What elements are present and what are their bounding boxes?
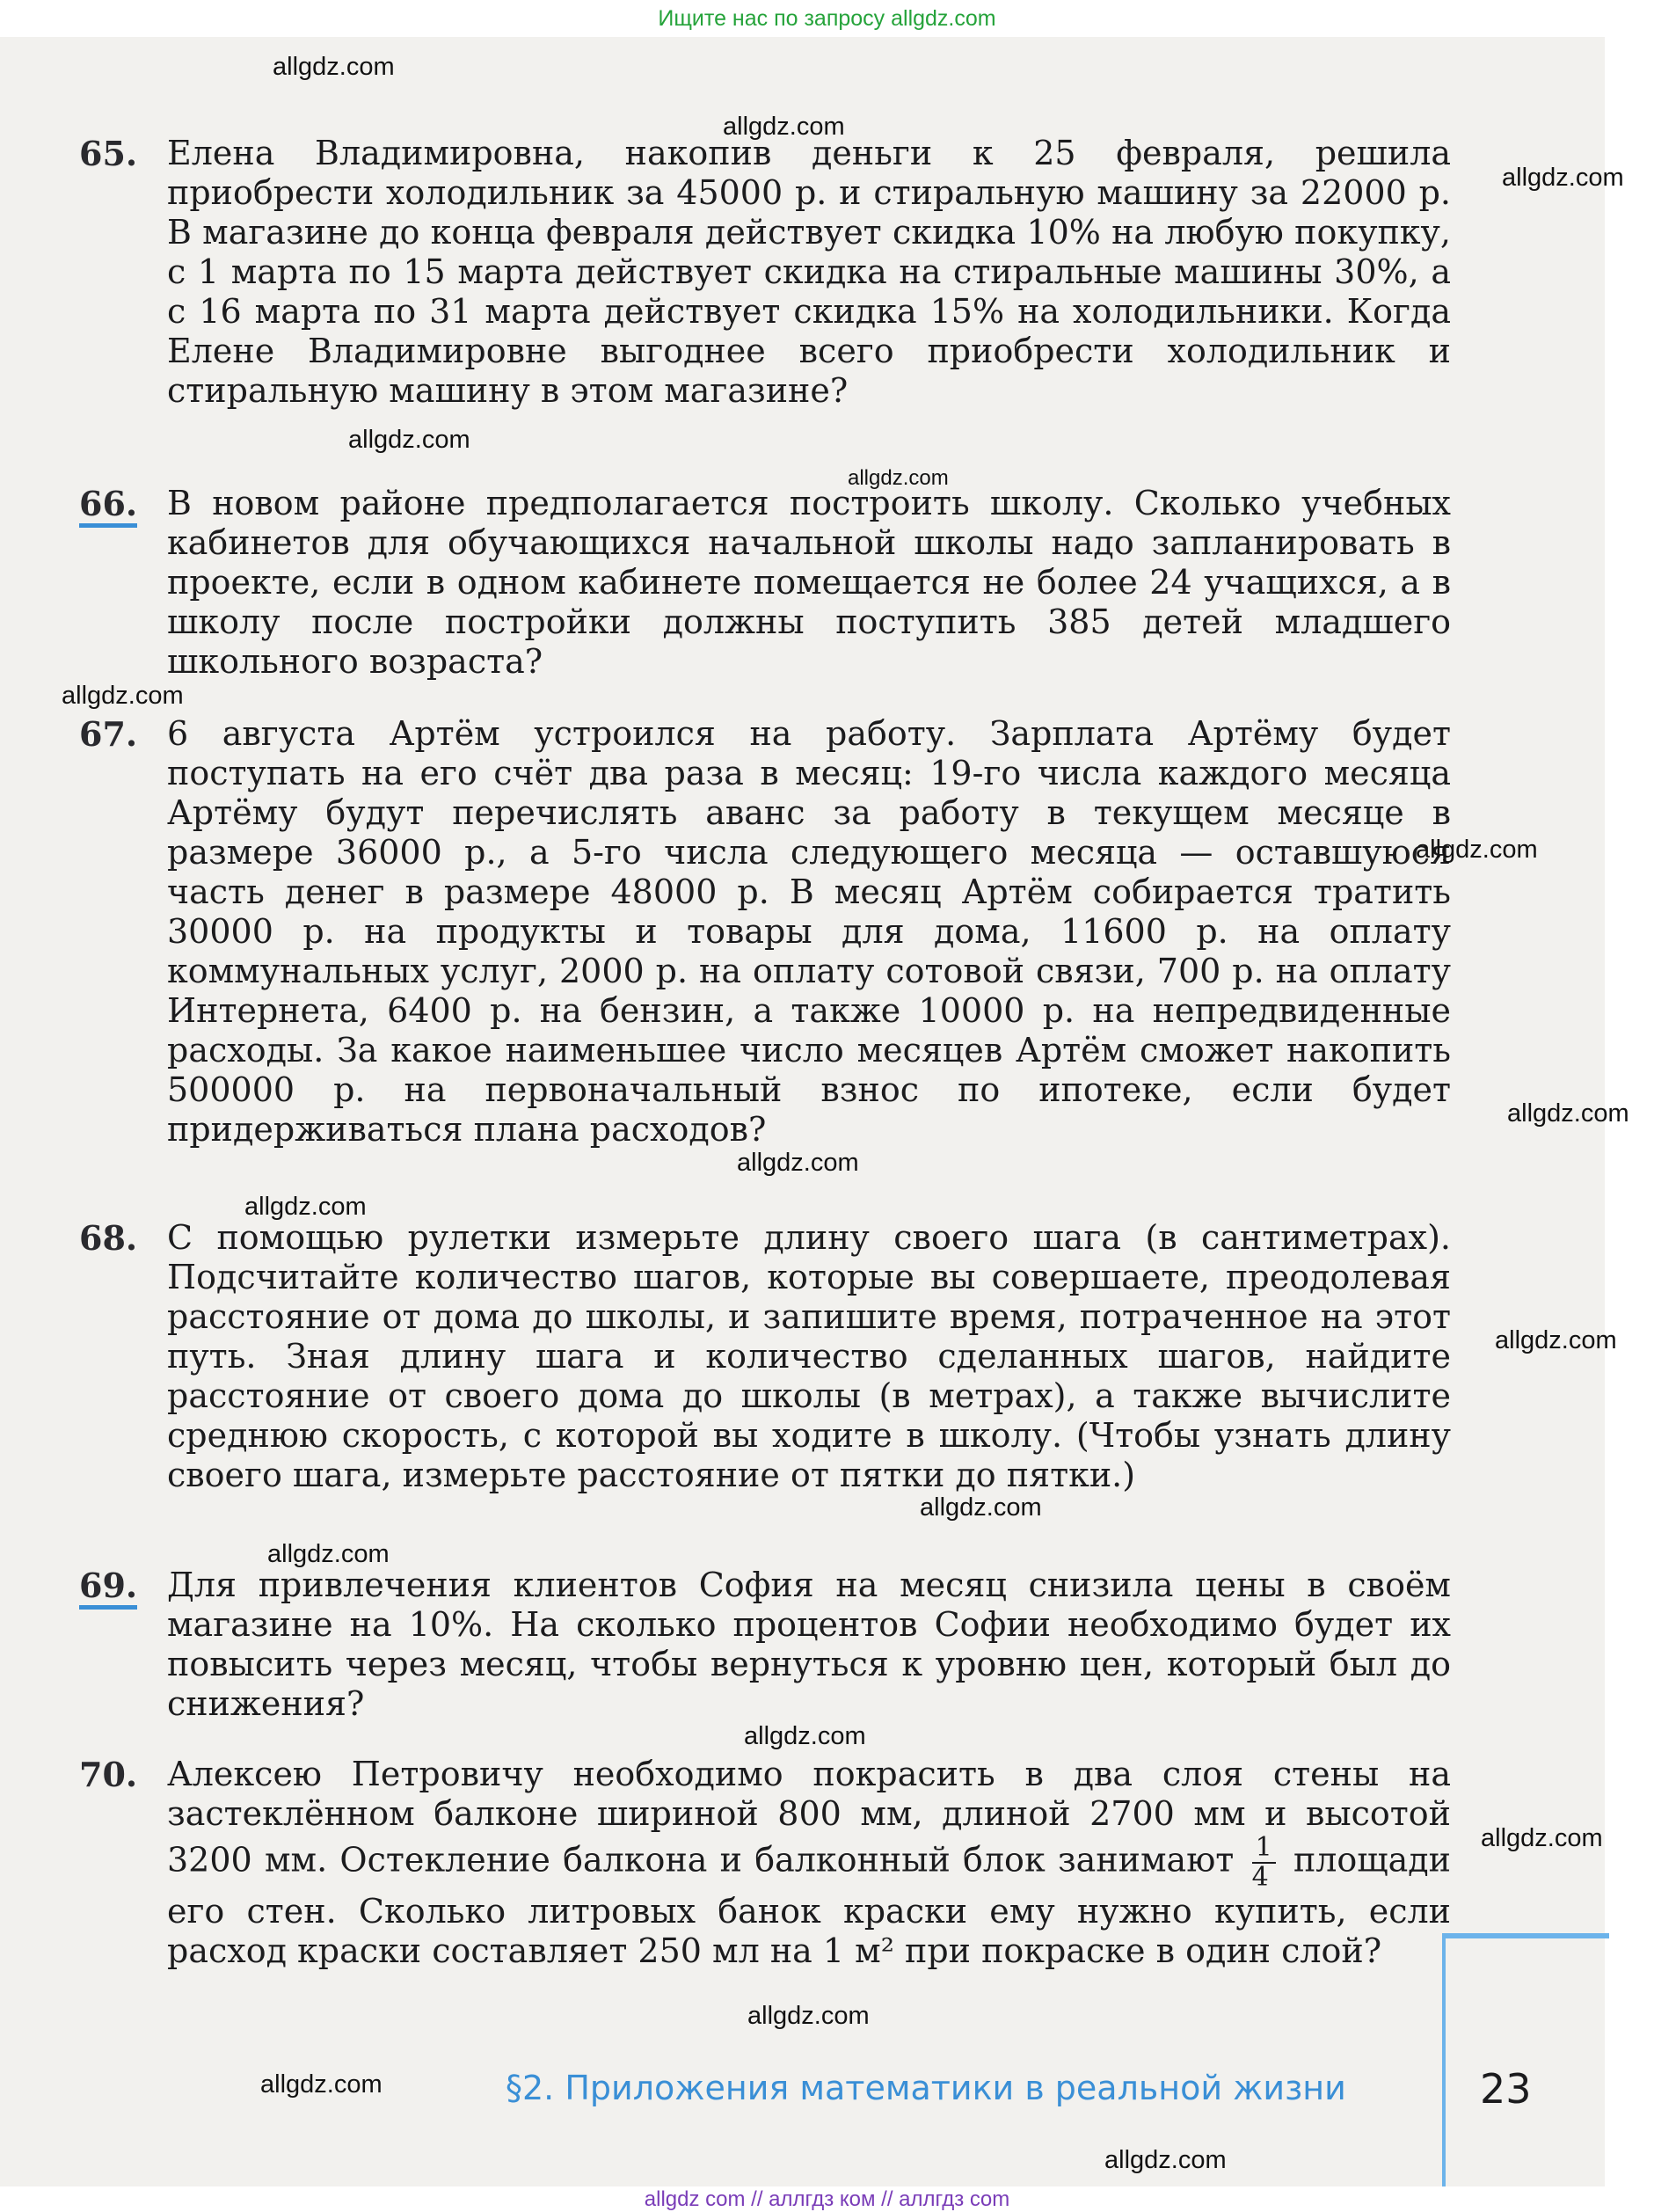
section-title: §2. Приложения математики в реальной жизни bbox=[506, 2069, 1346, 2107]
problem-number: 66. bbox=[79, 484, 137, 528]
fraction bbox=[1252, 1834, 1276, 1892]
watermark: allgdz.com bbox=[62, 682, 184, 710]
problem-text: В новом районе предполагается построить школу. Сколько учебных кабинетов для обучающихся начальной школы надо запланировать в проекте, если в одном кабинете помещается не более 24 учащихся, а в школу после постройки должны поступить 385 детей младшего школьного возраста? bbox=[167, 484, 1451, 681]
watermark: allgdz.com bbox=[260, 2070, 383, 2099]
problem-text bbox=[167, 1755, 1451, 1971]
footer-rule bbox=[1442, 1933, 1609, 1938]
watermark: allgdz.com bbox=[1416, 836, 1538, 864]
problem-number: 67. bbox=[79, 714, 138, 754]
problem-65 bbox=[79, 134, 1451, 411]
footer-vertical-rule bbox=[1442, 1933, 1446, 2188]
watermark: allgdz.com bbox=[348, 426, 470, 454]
watermark: allgdz.com bbox=[723, 113, 845, 141]
problem-text-before: Алексею Петровичу необходимо покрасить в два слоя стены на застеклённом балконе шириной 800 мм, длиной 2700 мм и высотой 3200 мм. Остекление балкона и балконный блок занимают bbox=[167, 1755, 1451, 1880]
watermark: allgdz.com bbox=[737, 1149, 859, 1177]
fraction-denominator: 4 bbox=[1251, 1862, 1269, 1893]
problem-text: Для привлечения клиентов София на месяц снизила цены в своём магазине на 10%. На сколько процентов Софии необходимо будет их повысить через месяц, чтобы вернуться к уровню цен, который был до снижения? bbox=[167, 1566, 1451, 1723]
watermark: allgdz.com bbox=[920, 1493, 1042, 1522]
problem-text: 6 августа Артём устроился на работу. Зарплата Артёму будет поступать на его счёт два раза в месяц: 19-го числа каждого месяца Артёму будут перечислять аванс за работу в текущем месяце в размере 36000 р., а 5-го числа следующего месяца — оставшуюся часть денег в размере 48000 р. В месяц Артём собирается тратить 30000 р. на продукты и товары для дома, 11600 р. на оплату коммунальных услуг, 2000 р. на оплату сотовой связи, 700 р. на оплату Интернета, 6400 р. на бензин, а также 10000 р. на непредвиденные расходы. За какое наименьшее число месяцев Артём сможет накопить 500000 р. на первоначальный взнос по ипотеке, если будет придерживаться плана расходов? bbox=[167, 714, 1451, 1149]
watermark: allgdz.com bbox=[273, 53, 395, 81]
problem-68 bbox=[79, 1218, 1451, 1495]
watermark: allgdz.com bbox=[1495, 1326, 1617, 1354]
problem-66 bbox=[79, 484, 1451, 682]
problem-text: Елена Владимировна, накопив деньги к 25 февраля, решила приобрести холодильник за 45000 р. и стиральную машину за 22000 р. В магазине до конца февраля действует скидка 10% на любую покупку, с 1 марта по 15 марта действует скидка на стиральные машины 30%, а с 16 марта по 31 марта действует скидка 15% на холодильники. Когда Елене Владимировне выгоднее всего приобрести холодильник и стиральную машину в этом магазине? bbox=[167, 134, 1451, 410]
problem-number: 70. bbox=[79, 1755, 138, 1794]
watermark: allgdz.com bbox=[848, 466, 949, 490]
bottom-banner[interactable]: allgdz com // аллгдз ком // аллгдз com bbox=[0, 2186, 1654, 2212]
top-banner[interactable]: Ищите нас по запросу allgdz.com bbox=[0, 0, 1654, 37]
watermark: allgdz.com bbox=[744, 1722, 866, 1750]
watermark: allgdz.com bbox=[747, 2002, 870, 2030]
problem-number: 69. bbox=[79, 1566, 137, 1610]
problem-70 bbox=[79, 1755, 1451, 1971]
problem-text-after: площади его стен. Сколько литровых банок краски ему нужно купить, если расход краски составляет 250 мл на 1 м² при покраске в один слой? bbox=[167, 1840, 1451, 1970]
watermark: allgdz.com bbox=[1507, 1099, 1629, 1128]
problem-number: 68. bbox=[79, 1218, 138, 1258]
watermark: allgdz.com bbox=[267, 1540, 390, 1568]
problem-69 bbox=[79, 1566, 1451, 1724]
page-number: 23 bbox=[1480, 2065, 1532, 2113]
problem-67 bbox=[79, 714, 1451, 1150]
fraction-numerator: 1 bbox=[1252, 1834, 1276, 1864]
watermark: allgdz.com bbox=[1481, 1824, 1603, 1852]
problem-text: С помощью рулетки измерьте длину своего шага (в сантиметрах). Подсчитайте количество шагов, которые вы совершаете, преодолевая расстояние от дома до школы, и запишите время, потраченное на этот путь. Зная длину шага и количество сделанных шагов, найдите расстояние от своего дома до школы (в метрах), а также вычислите среднюю скорость, с которой вы ходите в школу. (Чтобы узнать длину своего шага, измерьте расстояние от пятки до пятки.) bbox=[167, 1218, 1451, 1494]
watermark: allgdz.com bbox=[244, 1193, 367, 1221]
watermark: allgdz.com bbox=[1104, 2146, 1227, 2174]
problem-number: 65. bbox=[79, 134, 138, 173]
watermark: allgdz.com bbox=[1502, 164, 1624, 192]
